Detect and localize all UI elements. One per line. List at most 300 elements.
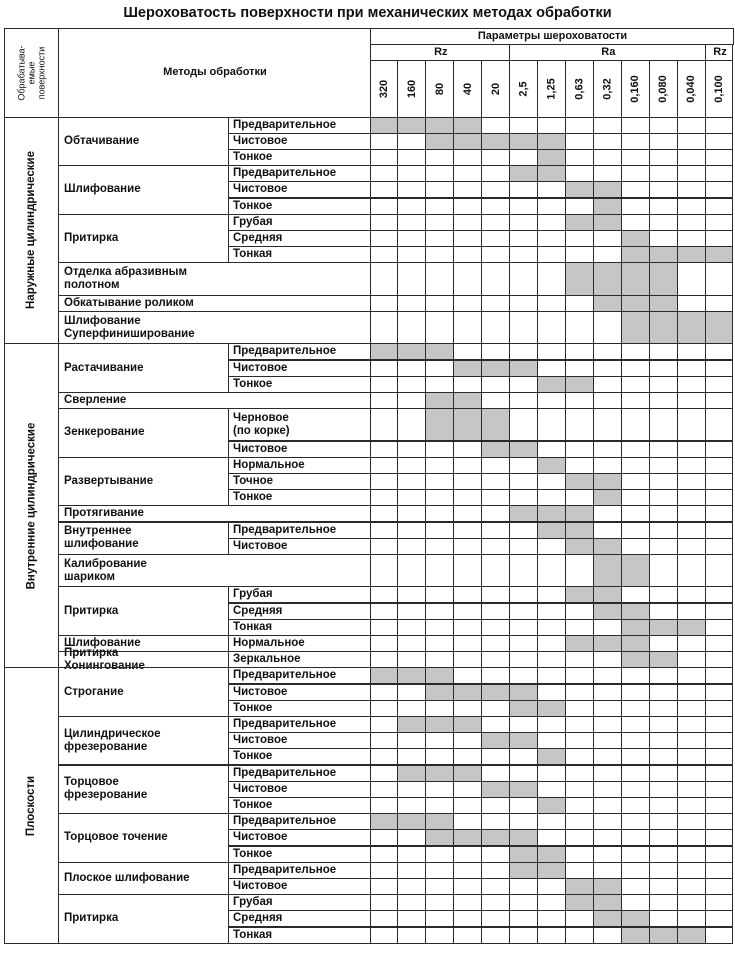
- roughness-cell: [453, 441, 482, 458]
- roughness-cell: [705, 343, 734, 360]
- roughness-cell: [705, 149, 734, 166]
- roughness-cell: [537, 408, 566, 441]
- roughness-cell: [565, 667, 594, 684]
- roughness-cell: [565, 392, 594, 409]
- method-label: Плоское шлифование: [64, 871, 190, 884]
- header-column-label: 0,100: [712, 74, 725, 103]
- roughness-cell: [481, 603, 510, 620]
- roughness-cell: [593, 927, 622, 944]
- roughness-cell: [397, 894, 426, 911]
- roughness-cell: [677, 522, 706, 539]
- roughness-cell: [481, 910, 510, 927]
- roughness-cell: [649, 797, 678, 814]
- roughness-cell: [509, 927, 538, 944]
- roughness-cell: [565, 829, 594, 846]
- roughness-cell-shaded: [509, 165, 538, 182]
- roughness-cell: [705, 489, 734, 506]
- roughness-cell: [649, 165, 678, 182]
- roughness-cell: [425, 262, 454, 295]
- subtype-label: Средняя: [233, 232, 283, 244]
- roughness-cell: [481, 878, 510, 895]
- roughness-cell: [593, 829, 622, 846]
- roughness-cell: [481, 230, 510, 247]
- roughness-cell: [425, 230, 454, 247]
- roughness-cell-shaded: [649, 311, 678, 344]
- roughness-cell: [705, 376, 734, 393]
- subtype-label: Предварительное: [233, 815, 337, 828]
- roughness-cell: [649, 878, 678, 895]
- roughness-cell: [565, 716, 594, 733]
- roughness-cell: [481, 635, 510, 652]
- method-label: Растачивание: [64, 361, 144, 374]
- roughness-cell: [621, 862, 650, 879]
- roughness-cell-shaded: [649, 262, 678, 295]
- roughness-cell: [593, 684, 622, 701]
- roughness-cell: [705, 878, 734, 895]
- roughness-cell: [677, 230, 706, 247]
- roughness-cell: [509, 230, 538, 247]
- roughness-cell: [481, 586, 510, 603]
- roughness-cell: [397, 149, 426, 166]
- roughness-cell: [649, 198, 678, 215]
- roughness-cell: [677, 554, 706, 587]
- roughness-cell: [705, 441, 734, 458]
- roughness-cell: [453, 457, 482, 474]
- roughness-cell: [481, 295, 510, 312]
- subtype-label: Тонкая: [233, 248, 273, 261]
- subtype-label: Тонкая: [233, 620, 273, 633]
- subtype-label: Чистовое: [233, 442, 288, 455]
- roughness-cell-shaded: [397, 765, 426, 782]
- roughness-cell-shaded: [397, 813, 426, 830]
- roughness-cell: [705, 700, 734, 717]
- roughness-cell: [537, 214, 566, 231]
- roughness-cell: [397, 846, 426, 863]
- roughness-cell: [481, 797, 510, 814]
- roughness-cell-shaded: [537, 797, 566, 814]
- roughness-cell: [705, 181, 734, 198]
- subtype-label: Предварительное: [233, 766, 337, 779]
- roughness-cell: [370, 862, 399, 879]
- roughness-cell: [565, 360, 594, 377]
- roughness-cell-shaded: [677, 311, 706, 344]
- roughness-cell-shaded: [649, 927, 678, 944]
- roughness-cell: [537, 538, 566, 555]
- roughness-cell-shaded: [425, 117, 454, 134]
- header-surfaces-label: Обрабатыва- емые поверхности: [16, 44, 47, 101]
- roughness-cell: [537, 781, 566, 798]
- roughness-cell-shaded: [565, 181, 594, 198]
- roughness-cell: [481, 505, 510, 522]
- roughness-cell-shaded: [621, 311, 650, 344]
- roughness-cell: [537, 878, 566, 895]
- roughness-cell-shaded: [593, 214, 622, 231]
- roughness-cell: [565, 311, 594, 344]
- header-column-label: 20: [489, 82, 502, 95]
- roughness-cell: [593, 311, 622, 344]
- roughness-cell: [649, 732, 678, 749]
- roughness-cell: [677, 846, 706, 863]
- roughness-cell-shaded: [565, 505, 594, 522]
- header-column-label: 160: [406, 79, 419, 98]
- roughness-cell: [370, 894, 399, 911]
- roughness-cell: [677, 635, 706, 652]
- roughness-cell: [397, 684, 426, 701]
- roughness-cell: [705, 165, 734, 182]
- roughness-cell: [593, 246, 622, 263]
- roughness-cell: [565, 489, 594, 506]
- roughness-cell: [677, 392, 706, 409]
- roughness-cell: [537, 262, 566, 295]
- roughness-cell: [481, 894, 510, 911]
- roughness-cell: [621, 878, 650, 895]
- roughness-cell: [397, 619, 426, 636]
- roughness-cell: [397, 457, 426, 474]
- roughness-cell: [649, 586, 678, 603]
- roughness-cell: [397, 198, 426, 215]
- roughness-cell: [621, 684, 650, 701]
- roughness-cell-shaded: [453, 684, 482, 701]
- roughness-cell: [370, 554, 399, 587]
- roughness-cell: [677, 894, 706, 911]
- roughness-cell: [649, 813, 678, 830]
- roughness-cell: [565, 732, 594, 749]
- subtype-label: Нормальное: [233, 637, 305, 649]
- roughness-cell: [453, 748, 482, 765]
- roughness-cell: [397, 522, 426, 539]
- roughness-cell: [649, 133, 678, 150]
- roughness-cell: [509, 214, 538, 231]
- roughness-cell: [509, 408, 538, 441]
- subtype-label: Средняя: [233, 912, 283, 925]
- roughness-cell: [537, 894, 566, 911]
- roughness-cell: [537, 246, 566, 263]
- roughness-cell: [397, 246, 426, 263]
- roughness-cell: [370, 684, 399, 701]
- roughness-cell-shaded: [649, 619, 678, 636]
- roughness-cell-shaded: [593, 262, 622, 295]
- roughness-cell: [370, 441, 399, 458]
- roughness-cell: [537, 554, 566, 587]
- roughness-cell: [481, 748, 510, 765]
- roughness-cell: [509, 392, 538, 409]
- roughness-cell: [509, 343, 538, 360]
- roughness-cell: [537, 117, 566, 134]
- method-label: Внутреннее шлифование: [64, 525, 139, 551]
- roughness-cell: [481, 181, 510, 198]
- roughness-cell: [593, 360, 622, 377]
- roughness-cell: [649, 635, 678, 652]
- roughness-cell: [509, 586, 538, 603]
- roughness-cell: [425, 748, 454, 765]
- roughness-cell-shaded: [397, 343, 426, 360]
- roughness-cell-shaded: [509, 360, 538, 377]
- roughness-cell: [593, 846, 622, 863]
- roughness-cell: [509, 894, 538, 911]
- roughness-cell: [370, 408, 399, 441]
- roughness-cell: [481, 473, 510, 490]
- roughness-cell: [481, 376, 510, 393]
- roughness-cell: [397, 360, 426, 377]
- roughness-cell: [453, 246, 482, 263]
- roughness-cell: [537, 635, 566, 652]
- roughness-cell: [509, 538, 538, 555]
- roughness-cell: [621, 489, 650, 506]
- header-rz-left-label: Rz: [434, 45, 448, 58]
- roughness-cell: [425, 457, 454, 474]
- roughness-cell: [509, 635, 538, 652]
- subtype-label: Чистовое: [233, 361, 288, 374]
- roughness-cell: [621, 538, 650, 555]
- roughness-cell: [565, 781, 594, 798]
- header-ra-label: Ra: [601, 45, 616, 58]
- roughness-cell: [649, 862, 678, 879]
- roughness-cell: [649, 343, 678, 360]
- roughness-cell-shaded: [593, 181, 622, 198]
- roughness-cell: [649, 716, 678, 733]
- roughness-cell: [621, 457, 650, 474]
- roughness-cell-shaded: [425, 392, 454, 409]
- roughness-cell-shaded: [453, 829, 482, 846]
- roughness-cell-shaded: [453, 408, 482, 441]
- subtype-label: Предварительное: [233, 345, 337, 358]
- roughness-cell: [621, 133, 650, 150]
- roughness-cell: [397, 473, 426, 490]
- roughness-cell: [649, 765, 678, 782]
- roughness-cell-shaded: [537, 846, 566, 863]
- page-title: Шероховатость поверхности при механических методах обработки: [123, 5, 612, 21]
- roughness-cell: [397, 603, 426, 620]
- roughness-cell: [453, 813, 482, 830]
- roughness-cell: [370, 149, 399, 166]
- roughness-cell: [677, 700, 706, 717]
- roughness-cell: [509, 149, 538, 166]
- roughness-cell: [370, 619, 399, 636]
- roughness-cell-shaded: [453, 117, 482, 134]
- roughness-cell: [621, 198, 650, 215]
- roughness-cell: [425, 214, 454, 231]
- roughness-cell: [425, 295, 454, 312]
- subtype-label: Нормальное: [233, 458, 305, 471]
- roughness-cell: [565, 603, 594, 620]
- roughness-cell: [397, 441, 426, 458]
- roughness-cell: [705, 716, 734, 733]
- roughness-cell: [677, 651, 706, 668]
- roughness-cell-shaded: [593, 894, 622, 911]
- roughness-cell: [593, 441, 622, 458]
- roughness-cell: [565, 133, 594, 150]
- roughness-cell: [621, 781, 650, 798]
- subtype-label: Тонкое: [233, 151, 273, 163]
- roughness-cell: [593, 117, 622, 134]
- roughness-cell: [370, 635, 399, 652]
- roughness-cell: [593, 457, 622, 474]
- roughness-cell: [509, 473, 538, 490]
- roughness-cell: [509, 651, 538, 668]
- roughness-cell: [509, 198, 538, 215]
- roughness-cell: [705, 732, 734, 749]
- roughness-cell: [370, 538, 399, 555]
- roughness-cell: [370, 214, 399, 231]
- roughness-cell-shaded: [593, 473, 622, 490]
- roughness-cell: [453, 198, 482, 215]
- header-params-label: Параметры шероховатости: [477, 29, 628, 42]
- roughness-cell: [509, 376, 538, 393]
- roughness-cell: [537, 489, 566, 506]
- roughness-cell-shaded: [565, 262, 594, 295]
- subtype-label: Чистовое: [233, 183, 288, 196]
- roughness-cell: [453, 910, 482, 927]
- roughness-cell: [370, 522, 399, 539]
- header-methods-label: Методы обработки: [163, 66, 267, 78]
- roughness-cell: [370, 133, 399, 150]
- roughness-cell: [397, 214, 426, 231]
- roughness-cell: [705, 133, 734, 150]
- roughness-cell: [509, 910, 538, 927]
- roughness-cell: [705, 894, 734, 911]
- roughness-cell: [537, 603, 566, 620]
- roughness-cell: [649, 748, 678, 765]
- method-label: Торцовое фрезерование: [64, 776, 148, 802]
- roughness-cell: [565, 846, 594, 863]
- roughness-cell: [425, 441, 454, 458]
- subtype-label: Грубая: [233, 588, 273, 601]
- roughness-cell: [453, 489, 482, 506]
- roughness-cell: [397, 165, 426, 182]
- roughness-cell: [453, 619, 482, 636]
- roughness-cell: [621, 716, 650, 733]
- roughness-cell: [537, 829, 566, 846]
- method-label: Обкатывание роликом: [64, 296, 194, 309]
- roughness-cell: [509, 117, 538, 134]
- roughness-cell: [397, 829, 426, 846]
- header-column-label: 40: [461, 82, 474, 95]
- roughness-cell-shaded: [425, 765, 454, 782]
- roughness-cell-shaded: [621, 651, 650, 668]
- roughness-cell: [649, 457, 678, 474]
- roughness-cell: [705, 781, 734, 798]
- roughness-cell: [425, 878, 454, 895]
- roughness-cell-shaded: [397, 667, 426, 684]
- roughness-cell-shaded: [537, 700, 566, 717]
- roughness-cell: [481, 457, 510, 474]
- subtype-label: Чистовое: [233, 782, 288, 795]
- roughness-cell: [481, 862, 510, 879]
- roughness-cell: [593, 797, 622, 814]
- roughness-cell: [425, 603, 454, 620]
- roughness-cell: [677, 473, 706, 490]
- method-label: Отделка абразивным полотном: [64, 266, 187, 291]
- roughness-cell: [621, 117, 650, 134]
- roughness-cell: [425, 700, 454, 717]
- roughness-cell: [621, 505, 650, 522]
- roughness-cell: [453, 667, 482, 684]
- roughness-cell: [425, 781, 454, 798]
- method-label: Развертывание: [64, 475, 154, 487]
- roughness-cell: [705, 748, 734, 765]
- roughness-cell: [593, 732, 622, 749]
- roughness-cell: [565, 684, 594, 701]
- roughness-cell: [370, 457, 399, 474]
- roughness-cell: [537, 813, 566, 830]
- roughness-cell: [649, 360, 678, 377]
- roughness-cell-shaded: [425, 343, 454, 360]
- roughness-cell: [397, 311, 426, 344]
- roughness-cell: [370, 748, 399, 765]
- roughness-cell: [537, 910, 566, 927]
- roughness-cell: [425, 619, 454, 636]
- roughness-cell: [425, 862, 454, 879]
- roughness-cell: [397, 732, 426, 749]
- roughness-cell: [481, 846, 510, 863]
- header-column-label: 0,080: [656, 74, 669, 103]
- roughness-cell: [677, 684, 706, 701]
- roughness-cell: [593, 392, 622, 409]
- roughness-cell: [481, 538, 510, 555]
- roughness-cell: [425, 505, 454, 522]
- roughness-cell: [453, 635, 482, 652]
- roughness-cell: [565, 765, 594, 782]
- roughness-cell-shaded: [481, 684, 510, 701]
- roughness-cell: [677, 910, 706, 927]
- roughness-cell: [537, 343, 566, 360]
- roughness-cell-shaded: [481, 732, 510, 749]
- roughness-cell-shaded: [621, 635, 650, 652]
- roughness-cell: [425, 586, 454, 603]
- roughness-cell: [370, 700, 399, 717]
- group-label: Наружные цилиндрические: [25, 151, 38, 310]
- header-column-label: 0,32: [601, 77, 614, 100]
- roughness-cell-shaded: [509, 133, 538, 150]
- roughness-cell: [705, 538, 734, 555]
- roughness-cell: [509, 667, 538, 684]
- roughness-cell: [649, 392, 678, 409]
- roughness-cell: [370, 262, 399, 295]
- roughness-cell: [509, 765, 538, 782]
- subtype-label: Средняя: [233, 604, 283, 617]
- roughness-cell: [425, 927, 454, 944]
- roughness-cell: [677, 165, 706, 182]
- roughness-cell: [705, 408, 734, 441]
- roughness-cell: [565, 554, 594, 587]
- roughness-cell: [537, 230, 566, 247]
- roughness-cell: [397, 781, 426, 798]
- roughness-cell-shaded: [537, 376, 566, 393]
- roughness-cell: [565, 619, 594, 636]
- roughness-cell: [397, 392, 426, 409]
- roughness-cell: [677, 376, 706, 393]
- roughness-cell: [481, 619, 510, 636]
- roughness-cell: [537, 295, 566, 312]
- roughness-cell: [705, 505, 734, 522]
- roughness-cell: [509, 311, 538, 344]
- roughness-cell: [593, 522, 622, 539]
- header-column-label: 1,25: [545, 77, 558, 100]
- roughness-cell-shaded: [537, 165, 566, 182]
- roughness-cell: [453, 262, 482, 295]
- roughness-cell: [705, 765, 734, 782]
- roughness-cell-shaded: [621, 603, 650, 620]
- method-label: Шлифование Суперфиниширование: [64, 314, 195, 340]
- header-column-label: 2,5: [517, 80, 530, 97]
- roughness-cell: [425, 246, 454, 263]
- roughness-cell-shaded: [537, 457, 566, 474]
- roughness-cell-shaded: [537, 522, 566, 539]
- roughness-cell: [370, 878, 399, 895]
- roughness-cell: [481, 522, 510, 539]
- roughness-cell: [509, 554, 538, 587]
- roughness-cell: [370, 165, 399, 182]
